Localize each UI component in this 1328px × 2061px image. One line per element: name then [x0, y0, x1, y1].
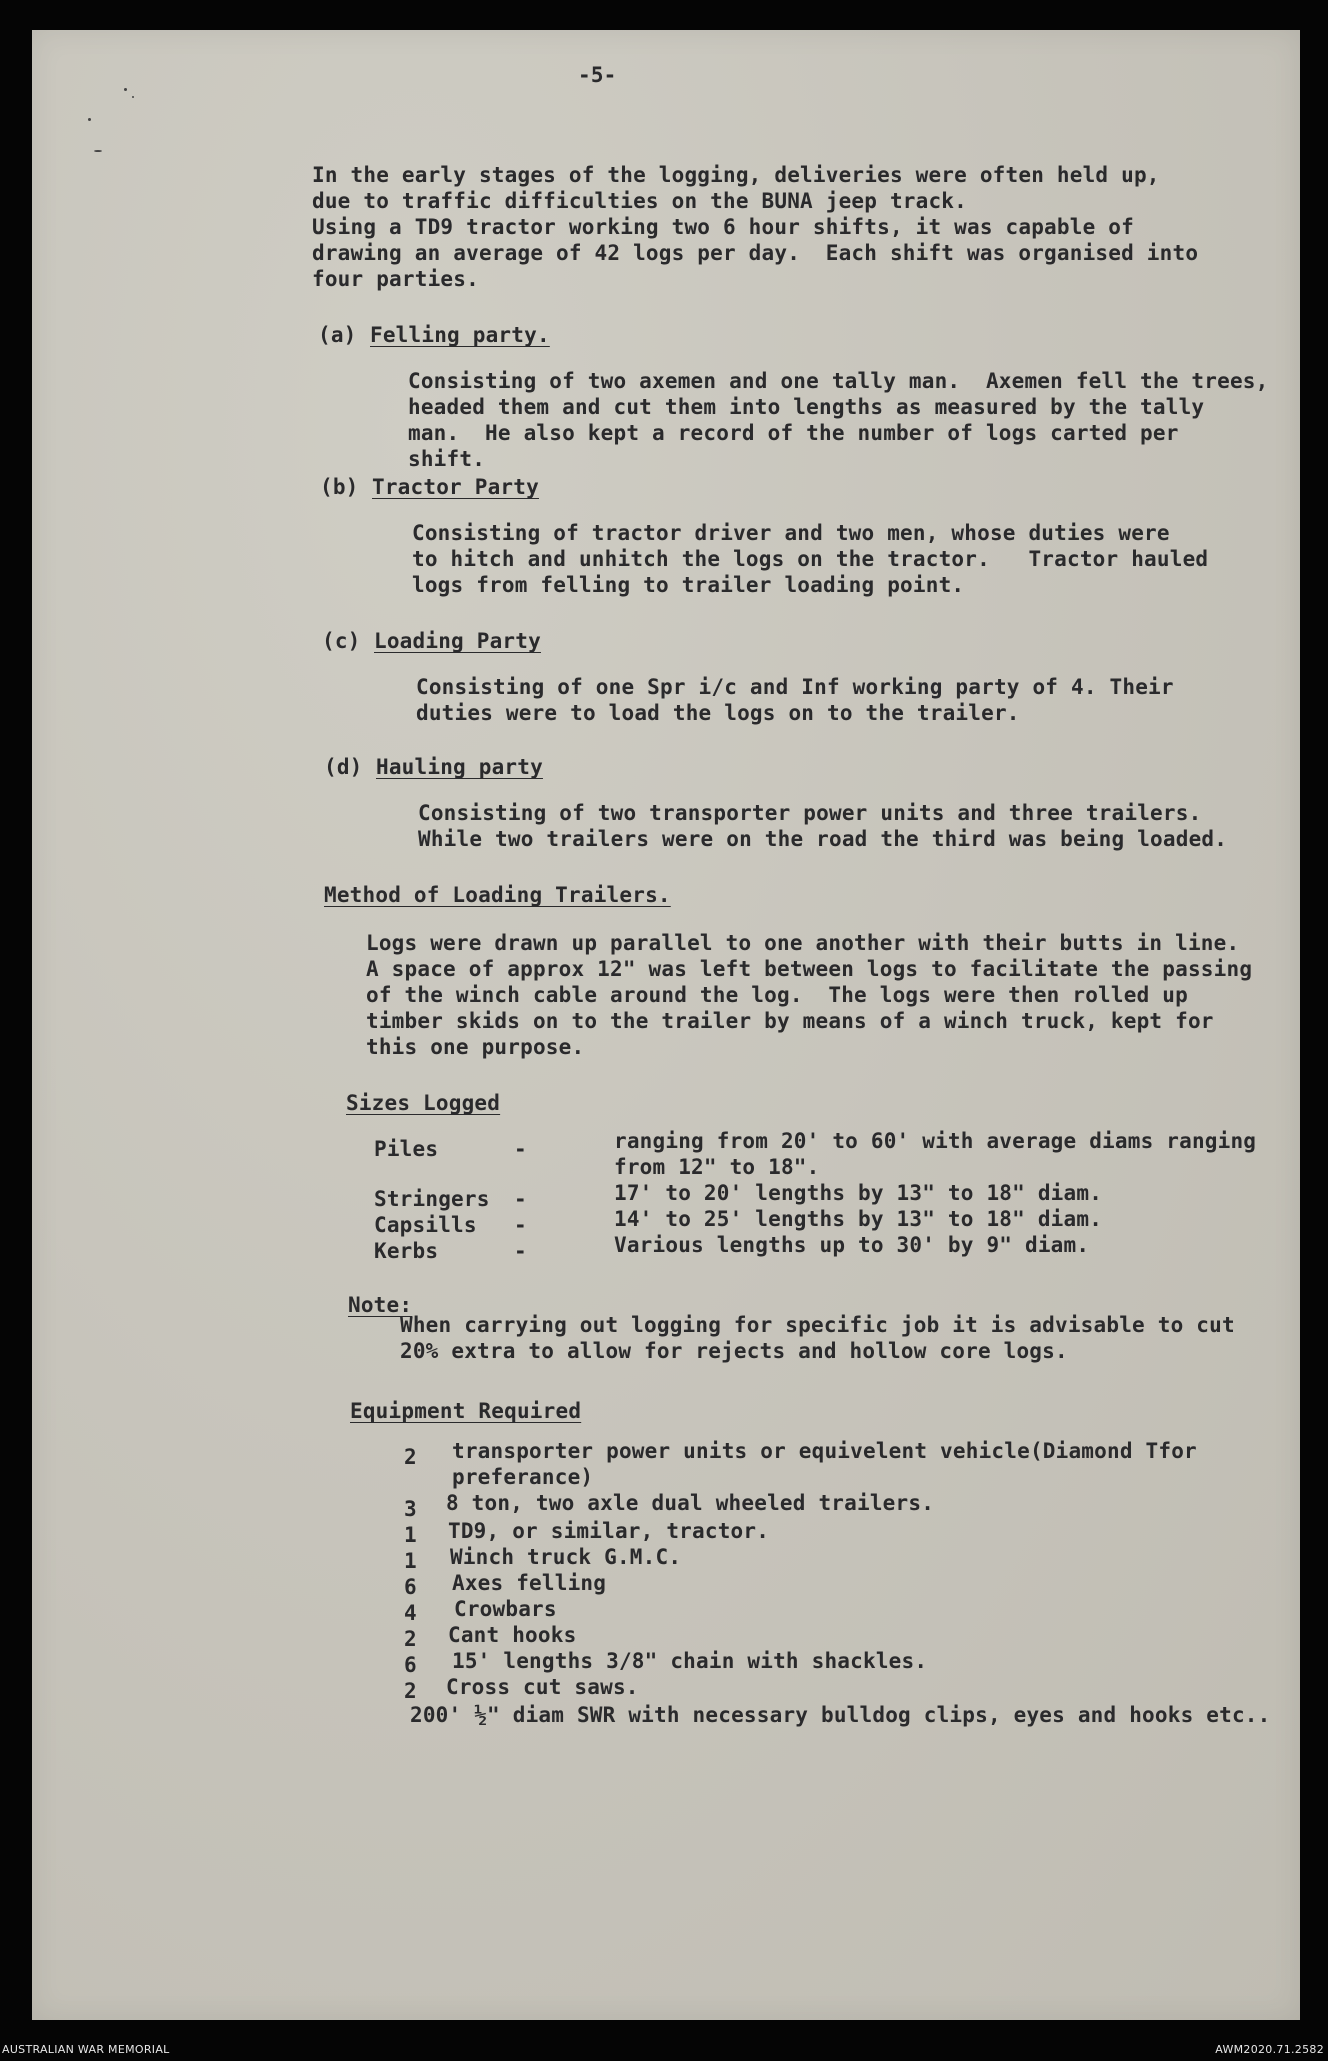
equipment-qty: 6 — [404, 1575, 417, 1599]
method-line: A space of approx 12" was left between logs to facilitate the passing — [366, 957, 1253, 981]
party-line: man. He also kept a record of the number of logs carted per — [408, 421, 1179, 445]
party-line: to hitch and unhitch the logs on the tractor. Tractor hauled — [412, 547, 1209, 571]
method-heading: Method of Loading Trailers. — [324, 883, 671, 907]
method-line: of the winch cable around the log. The logs were then rolled up — [366, 983, 1188, 1007]
equipment-qty: 1 — [404, 1523, 417, 1547]
size-dash: - — [514, 1187, 527, 1211]
party-line: Consisting of one Spr i/c and Inf working party of 4. Their — [416, 675, 1174, 699]
size-dash: - — [514, 1239, 527, 1263]
method-line: this one purpose. — [366, 1035, 585, 1059]
size-item: Piles — [374, 1137, 439, 1161]
intro-line: Using a TD9 tractor working two 6 hour shifts, it was capable of — [312, 215, 1134, 239]
size-desc: from 12" to 18". — [614, 1155, 820, 1179]
party-heading: Hauling party — [376, 755, 543, 779]
ink-speck — [88, 118, 91, 121]
method-line: Logs were drawn up parallel to one another with their butts in line. — [366, 931, 1240, 955]
footer-accession-number: AWM2020.71.2582 — [1215, 2043, 1324, 2056]
size-desc: 17' to 20' lengths by 13" to 18" diam. — [614, 1181, 1103, 1205]
size-item: Kerbs — [374, 1239, 439, 1263]
equipment-final-line: 200' ½" diam SWR with necessary bulldog clips, eyes and hooks etc.. — [410, 1703, 1271, 1727]
party-line: While two trailers were on the road the third was being loaded. — [418, 827, 1228, 851]
party-marker: (c) — [322, 629, 361, 653]
equipment-desc: Winch truck G.M.C. — [450, 1545, 682, 1569]
party-heading: Tractor Party — [372, 475, 539, 499]
method-line: timber skids on to the trailer by means of a winch truck, kept for — [366, 1009, 1214, 1033]
equipment-desc: Cant hooks — [448, 1623, 577, 1647]
party-line: headed them and cut them into lengths as measured by the tally — [408, 395, 1205, 419]
equipment-qty: 2 — [404, 1679, 417, 1703]
equipment-desc: preferance) — [452, 1465, 594, 1489]
footer-credit: AUSTRALIAN WAR MEMORIAL — [2, 2043, 170, 2056]
equipment-desc: Crowbars — [454, 1597, 557, 1621]
party-heading: Loading Party — [374, 629, 541, 653]
note-line: 20% extra to allow for rejects and hollow core logs. — [400, 1339, 1068, 1363]
intro-line: In the early stages of the logging, deliveries were often held up, — [312, 163, 1160, 187]
intro-line: due to traffic difficulties on the BUNA jeep track. — [312, 189, 967, 213]
equipment-qty: 2 — [404, 1627, 417, 1651]
sizes-heading: Sizes Logged — [346, 1091, 501, 1115]
document-page — [32, 30, 1300, 2020]
size-desc: ranging from 20' to 60' with average diams ranging — [614, 1129, 1257, 1153]
party-line: duties were to load the logs on to the trailer. — [416, 701, 1020, 725]
equipment-qty: 4 — [404, 1601, 417, 1625]
ink-speck — [124, 88, 127, 91]
ink-speck — [132, 96, 134, 98]
intro-line: drawing an average of 42 logs per day. Each shift was organised into — [312, 241, 1199, 265]
equipment-desc: Cross cut saws. — [446, 1675, 639, 1699]
size-desc: 14' to 25' lengths by 13" to 18" diam. — [614, 1207, 1103, 1231]
size-dash: - — [514, 1137, 527, 1161]
party-line: shift. — [408, 447, 486, 471]
intro-line: four parties. — [312, 267, 479, 291]
page-number: -5- — [578, 63, 617, 87]
size-item: Capsills — [374, 1213, 477, 1237]
size-desc: Various lengths up to 30' by 9" diam. — [614, 1233, 1090, 1257]
equipment-qty: 6 — [404, 1653, 417, 1677]
size-dash: - — [514, 1213, 527, 1237]
equipment-desc: Axes felling — [452, 1571, 607, 1595]
equipment-heading: Equipment Required — [350, 1399, 582, 1423]
party-line: Consisting of two axemen and one tally man. Axemen fell the trees, — [408, 369, 1269, 393]
note-heading: Note: — [348, 1293, 413, 1317]
equipment-desc: 15' lengths 3/8" chain with shackles. — [452, 1649, 928, 1673]
party-line: Consisting of tractor driver and two men, whose duties were — [412, 521, 1170, 545]
party-marker: (d) — [324, 755, 363, 779]
party-marker: (a) — [318, 323, 357, 347]
ink-speck — [94, 150, 102, 152]
party-heading: Felling party. — [370, 323, 550, 347]
equipment-desc: TD9, or similar, tractor. — [448, 1519, 770, 1543]
note-line: When carrying out logging for specific job it is advisable to cut — [400, 1313, 1235, 1337]
equipment-qty: 3 — [404, 1497, 417, 1521]
party-marker: (b) — [320, 475, 359, 499]
party-line: Consisting of two transporter power units and three trailers. — [418, 801, 1202, 825]
equipment-desc: transporter power units or equivelent vehicle(Diamond Tfor — [452, 1439, 1197, 1463]
equipment-qty: 1 — [404, 1549, 417, 1573]
equipment-qty: 2 — [404, 1445, 417, 1469]
equipment-desc: 8 ton, two axle dual wheeled trailers. — [446, 1491, 935, 1515]
size-item: Stringers — [374, 1187, 490, 1211]
party-line: logs from felling to trailer loading point. — [412, 573, 965, 597]
